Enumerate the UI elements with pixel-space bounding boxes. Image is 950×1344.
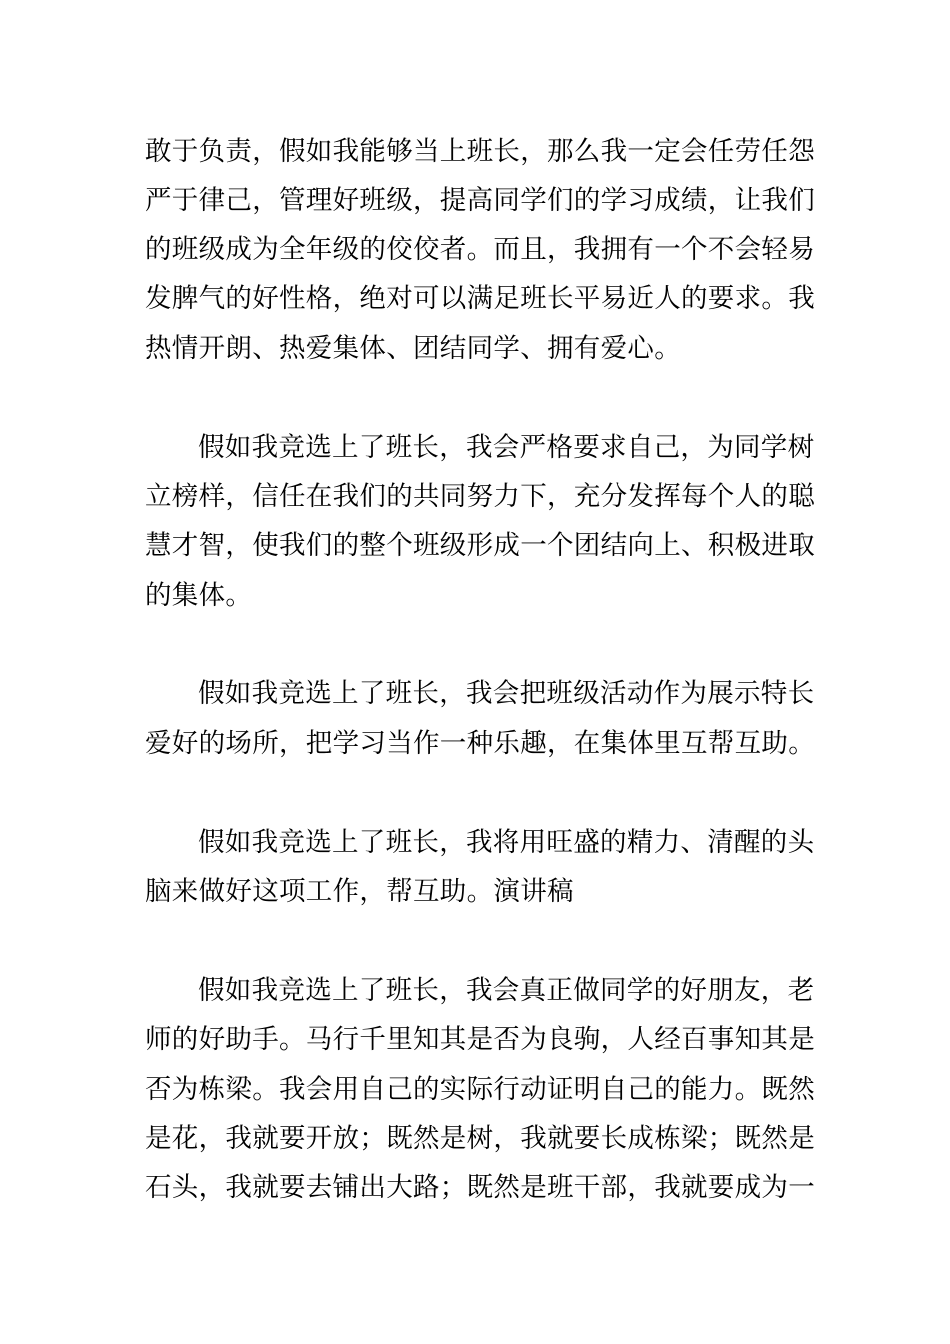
text-line: 假如我竞选上了班长，我会真正做同学的好朋友，老 (198, 975, 815, 1006)
text-line: 师的好助手。马行千里知其是否为良驹，人经百事知其是 (145, 1024, 815, 1055)
text-line: 慧才智，使我们的整个班级形成一个团结向上、积极进取 (145, 530, 815, 561)
text-line: 假如我竞选上了班长，我将用旺盛的精力、清醒的头 (198, 827, 815, 858)
text-line: 是花，我就要开放；既然是树，我就要长成栋梁；既然是 (145, 1123, 815, 1154)
text-line: 石头，我就要去铺出大路；既然是班干部，我就要成为一 (145, 1172, 815, 1203)
text-line: 假如我竞选上了班长，我会把班级活动作为展示特长 (198, 678, 815, 709)
text-line: 脑来做好这项工作，帮互助。演讲稿 (145, 876, 574, 907)
text-line: 否为栋梁。我会用自己的实际行动证明自己的能力。既然 (145, 1074, 815, 1105)
text-line: 的集体。 (145, 580, 253, 611)
text-line: 热情开朗、热爱集体、团结同学、拥有爱心。 (145, 333, 681, 364)
text-line: 的班级成为全年级的佼佼者。而且，我拥有一个不会轻易 (145, 234, 815, 265)
text-line: 发脾气的好性格，绝对可以满足班长平易近人的要求。我 (145, 283, 815, 314)
text-line: 假如我竞选上了班长，我会严格要求自己，为同学树 (198, 432, 815, 463)
text-line: 严于律己，管理好班级，提高同学们的学习成绩，让我们 (145, 185, 815, 216)
text-line: 敢于负责，假如我能够当上班长，那么我一定会任劳任怨 (145, 136, 815, 167)
text-line: 立榜样，信任在我们的共同努力下，充分发挥每个人的聪 (145, 481, 815, 512)
text-line: 爱好的场所，把学习当作一种乐趣，在集体里互帮互助。 (145, 728, 815, 759)
